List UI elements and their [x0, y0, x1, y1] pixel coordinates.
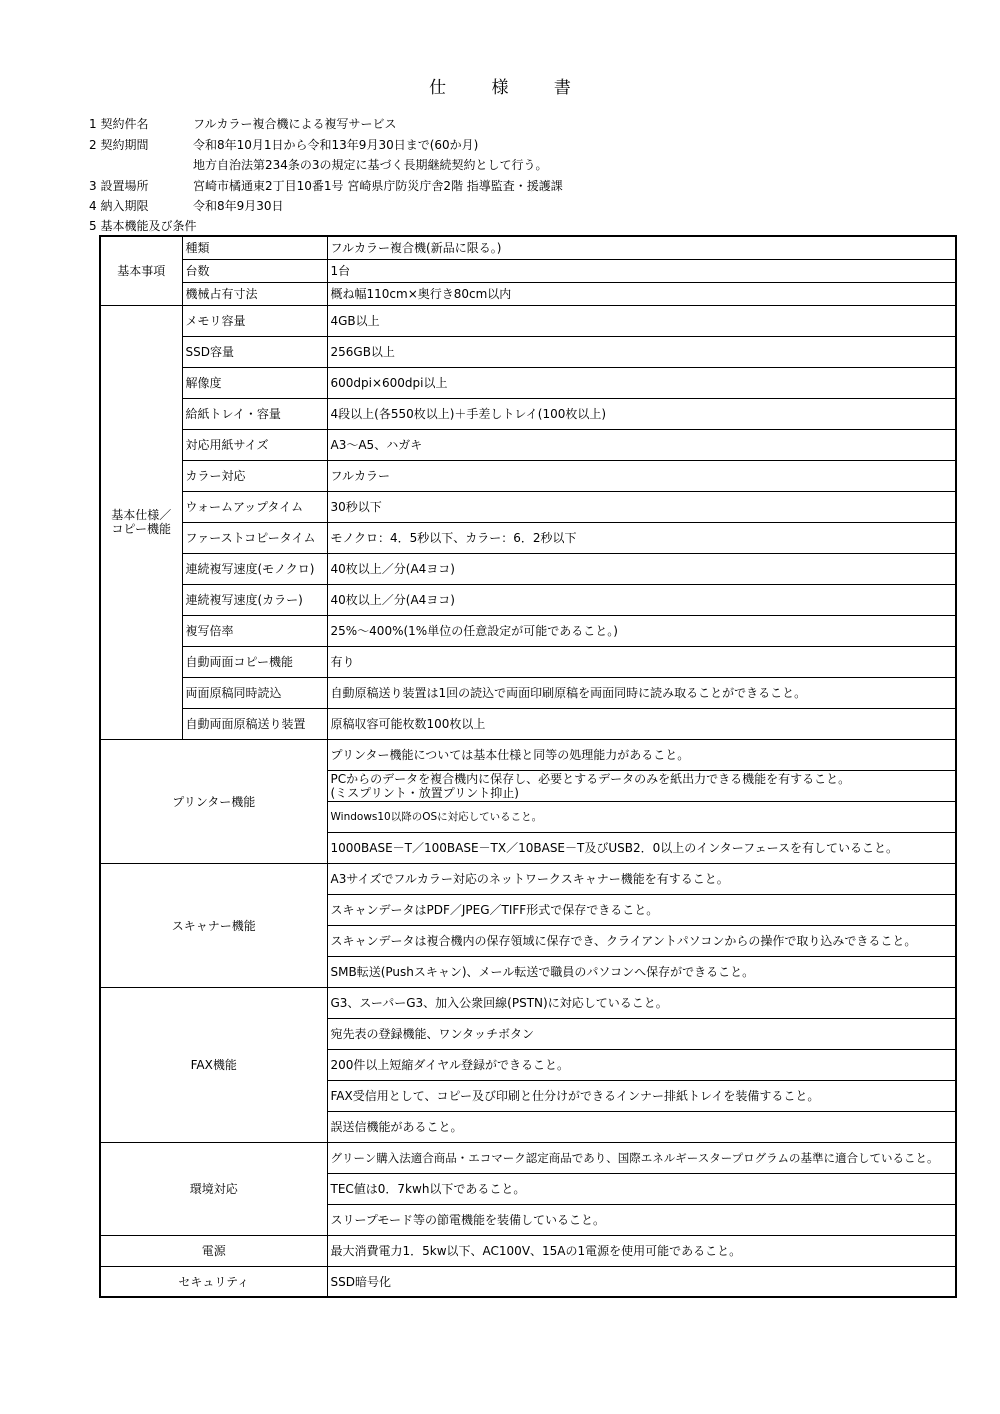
spec-table [99, 235, 957, 1298]
table-row [100, 863, 956, 894]
item-label: SSD容量 [182, 336, 327, 367]
item-value: スキャンデータはPDF／JPEG／TIFF形式で保存できること。 [327, 894, 956, 925]
category-environment: 環境対応 [100, 1142, 327, 1235]
info-label: 2 契約期間 [89, 137, 149, 152]
item-value: PCからのデータを複合機内に保存し、必要とするデータのみを紙出力できる機能を有すること。 (ミスプリント・放置プリント抑止) [327, 770, 956, 801]
table-row [100, 615, 956, 646]
table-row [100, 305, 956, 336]
page-title: 仕 様 書 [429, 78, 591, 98]
info-row [89, 155, 563, 176]
table-row [100, 1266, 956, 1297]
category-power: 電源 [100, 1235, 327, 1266]
table-row [100, 646, 956, 677]
info-label: 3 設置場所 [89, 178, 149, 193]
item-value: 1台 [327, 259, 956, 282]
item-value: G3、スーパーG3、加入公衆回線(PSTN)に対応していること。 [327, 987, 956, 1018]
table-row [100, 429, 956, 460]
category-fax: FAX機能 [100, 987, 327, 1142]
table-row [100, 708, 956, 739]
item-label: ウォームアップタイム [182, 491, 327, 522]
item-label: 給紙トレイ・容量 [182, 398, 327, 429]
item-value: フルカラー複合機(新品に限る。) [327, 236, 956, 259]
item-label: カラー対応 [182, 460, 327, 491]
info-label: 1 契約件名 [89, 117, 149, 131]
table-row [100, 367, 956, 398]
info-label [89, 155, 193, 176]
item-label: 連続複写速度(モノクロ) [182, 553, 327, 584]
item-value: FAX受信用として、コピー及び印刷と仕分けができるインナー排紙トレイを装備すること。 [327, 1080, 956, 1111]
table-row [100, 1142, 956, 1173]
info-value: 令和8年10月1日から令和13年9月30日まで(60か月) [193, 137, 479, 152]
item-value: プリンター機能については基本仕様と同等の処理能力があること。 [327, 739, 956, 770]
info-row [89, 114, 563, 135]
item-label: 種類 [182, 236, 327, 259]
contract-info [89, 114, 563, 217]
item-label: 自動両面コピー機能 [182, 646, 327, 677]
item-value: 40枚以上／分(A4ヨコ) [327, 553, 956, 584]
table-row [100, 398, 956, 429]
category-scanner: スキャナー機能 [100, 863, 327, 987]
table-row [100, 236, 956, 259]
category-basic: 基本事項 [100, 236, 182, 305]
info-value: 宮崎市橘通東2丁目10番1号 宮崎県庁防災庁舎2階 指導監査・援護課 [193, 178, 563, 193]
item-value: TEC値は0．7kwh以下であること。 [327, 1173, 956, 1204]
item-value: 誤送信機能があること。 [327, 1111, 956, 1142]
item-value: SSD暗号化 [327, 1266, 956, 1297]
category-security: セキュリティ [100, 1266, 327, 1297]
table-row [100, 491, 956, 522]
item-value: A3～A5、ハガキ [327, 429, 956, 460]
info-value: 令和8年9月30日 [193, 199, 284, 213]
item-label: ファーストコピータイム [182, 522, 327, 553]
table-row [100, 584, 956, 615]
table-row [100, 987, 956, 1018]
item-value: Windows10以降のOSに対応していること。 [327, 801, 956, 832]
item-value: スリープモード等の節電機能を装備していること。 [327, 1204, 956, 1235]
table-row [100, 677, 956, 708]
item-value: 30秒以下 [327, 491, 956, 522]
item-value: 25%～400%(1%単位の任意設定が可能であること。) [327, 615, 956, 646]
item-value: 200件以上短縮ダイヤル登録ができること。 [327, 1049, 956, 1080]
table-row [100, 259, 956, 282]
item-value: 600dpi×600dpi以上 [327, 367, 956, 398]
item-value: スキャンデータは複合機内の保存領域に保存でき、クライアントパソコンからの操作で取り込みできること。 [327, 925, 956, 956]
section-heading: 5 基本機能及び条件 [89, 219, 197, 233]
item-value: 256GB以上 [327, 336, 956, 367]
item-label: 両面原稿同時読込 [182, 677, 327, 708]
item-value: A3サイズでフルカラー対応のネットワークスキャナー機能を有すること。 [327, 863, 956, 894]
item-value: モノクロ：4．5秒以下、カラー：6．2秒以下 [327, 522, 956, 553]
item-value: 原稿収容可能枚数100枚以上 [327, 708, 956, 739]
info-value: 地方自治法第234条の3の規定に基づく長期継続契約として行う。 [193, 158, 548, 172]
category-printer: プリンター機能 [100, 739, 327, 863]
info-row [89, 196, 563, 217]
item-value: 宛先表の登録機能、ワンタッチボタン [327, 1018, 956, 1049]
info-value: フルカラー複合機による複写サービス [193, 117, 397, 131]
info-label: 4 納入期限 [89, 199, 149, 213]
item-label: メモリ容量 [182, 305, 327, 336]
info-row [89, 135, 563, 156]
item-label: 自動両面原稿送り装置 [182, 708, 327, 739]
item-value: 4段以上(各550枚以上)＋手差しトレイ(100枚以上) [327, 398, 956, 429]
item-label: 複写倍率 [182, 615, 327, 646]
table-row [100, 282, 956, 305]
item-label: 解像度 [182, 367, 327, 398]
table-row [100, 522, 956, 553]
item-value: フルカラー [327, 460, 956, 491]
item-value: SMB転送(Pushスキャン)、メール転送で職員のパソコンへ保存ができること。 [327, 956, 956, 987]
category-copy: 基本仕様／ コピー機能 [100, 305, 182, 739]
table-row [100, 336, 956, 367]
item-label: 機械占有寸法 [182, 282, 327, 305]
info-row [89, 176, 563, 197]
item-value: 有り [327, 646, 956, 677]
item-value: グリーン購入法適合商品・エコマーク認定商品であり、国際エネルギースタープログラムの基準に適合していること。 [327, 1142, 956, 1173]
item-label: 台数 [182, 259, 327, 282]
item-value: 自動原稿送り装置は1回の読込で両面印刷原稿を両面同時に読み取ることができること。 [327, 677, 956, 708]
table-row [100, 460, 956, 491]
item-value: 概ね幅110cm×奥行き80cm以内 [327, 282, 956, 305]
item-value: 1000BASE－T／100BASE－TX／10BASE－T及びUSB2．0以上のインターフェースを有していること。 [327, 832, 956, 863]
item-label: 対応用紙サイズ [182, 429, 327, 460]
item-value: 40枚以上／分(A4ヨコ) [327, 584, 956, 615]
table-row [100, 553, 956, 584]
table-row [100, 739, 956, 770]
item-label: 連続複写速度(カラー) [182, 584, 327, 615]
item-value: 4GB以上 [327, 305, 956, 336]
item-value: 最大消費電力1．5kw以下、AC100V、15Aの1電源を使用可能であること。 [327, 1235, 956, 1266]
table-row [100, 1235, 956, 1266]
